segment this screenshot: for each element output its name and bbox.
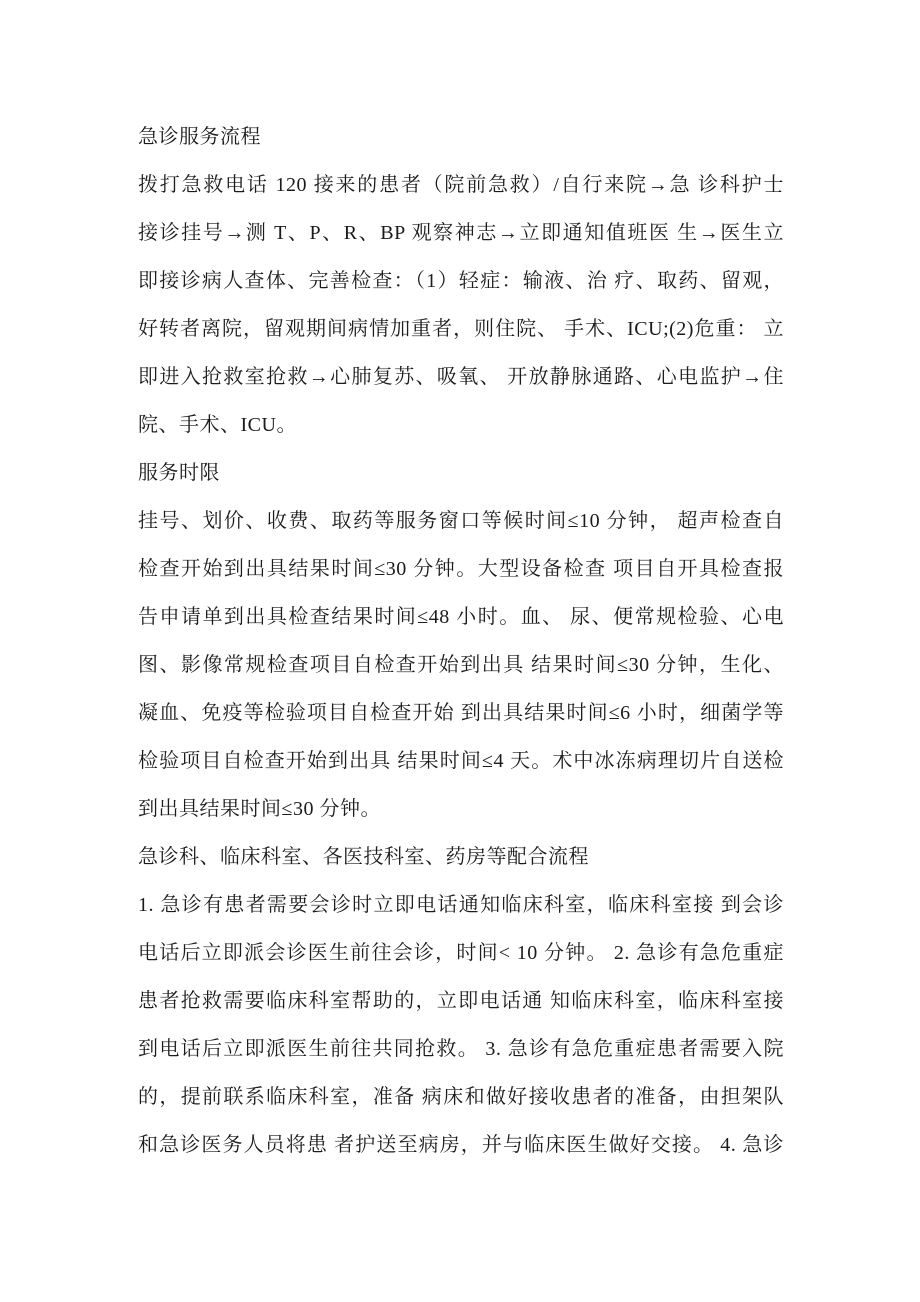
paragraph-line: 图、影像常规检查项目自检查开始到出具 结果时间≤30 分钟，生化、 [138, 654, 784, 676]
section-heading-coordination-process: 急诊科、临床科室、各医技科室、药房等配合流程 [138, 846, 589, 868]
paragraph-line: 的，提前联系临床科室，准备 病床和做好接收患者的准备，由担架队 [138, 1086, 784, 1108]
paragraph-line: 告申请单到出具检查结果时间≤48 小时。血、 尿、便常规检验、心电 [138, 606, 784, 628]
paragraph-line: 1. 急诊有患者需要会诊时立即电话通知临床科室，临床科室接 到会诊 [138, 894, 784, 916]
paragraph-line: 到出具结果时间≤30 分钟。 [138, 798, 381, 820]
paragraph-line: 检查开始到出具结果时间≤30 分钟。大型设备检查 项目自开具检查报 [138, 558, 784, 580]
paragraph-line: 拨打急救电话 120 接来的患者（院前急救）/自行来院→急 诊科护士 [138, 174, 784, 196]
paragraph-line: 到电话后立即派医生前往共同抢救。 3. 急诊有急危重症患者需要入院 [138, 1038, 784, 1060]
paragraph-line: 院、手术、ICU。 [138, 414, 297, 436]
paragraph-line: 好转者离院，留观期间病情加重者，则住院、 手术、ICU;(2)危重： 立 [138, 318, 784, 340]
paragraph-line: 接诊挂号→测 T、P、R、BP 观察神志→立即通知值班医 生→医生立 [138, 222, 784, 244]
paragraph-line: 凝血、免疫等检验项目自检查开始 到出具结果时间≤6 小时，细菌学等 [138, 702, 784, 724]
document-body [138, 113, 784, 1169]
paragraph-line: 电话后立即派会诊医生前往会诊，时间< 10 分钟。 2. 急诊有急危重症 [138, 942, 784, 964]
paragraph-line: 和急诊医务人员将患 者护送至病房，并与临床医生做好交接。 4. 急诊 [138, 1134, 784, 1156]
section-heading-emergency-service-process: 急诊服务流程 [138, 126, 261, 148]
paragraph-line: 检验项目自检查开始到出具 结果时间≤4 天。术中冰冻病理切片自送检 [138, 750, 784, 772]
paragraph-line: 即接诊病人查体、完善检查：（1）轻症：输液、治 疗、取药、留观， [138, 270, 784, 292]
paragraph-line: 挂号、划价、收费、取药等服务窗口等候时间≤10 分钟， 超声检查自 [138, 510, 784, 532]
paragraph-line: 即进入抢救室抢救→心肺复苏、吸氧、 开放静脉通路、心电监护→住 [138, 366, 784, 388]
section-heading-service-time-limits: 服务时限 [138, 462, 220, 484]
paragraph-line: 患者抢救需要临床科室帮助的，立即电话通 知临床科室，临床科室接 [138, 990, 784, 1012]
